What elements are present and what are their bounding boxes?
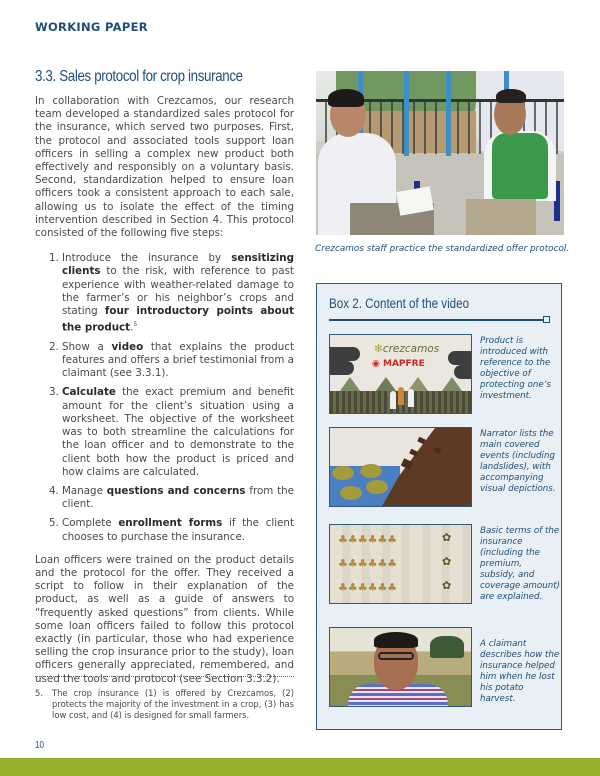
step-item: 4. Manage questions and concerns from the client.: [49, 484, 294, 511]
running-header: WORKING PAPER: [35, 20, 148, 34]
footnote-divider: [35, 676, 294, 677]
step-item: 1. Introduce the insurance by sensitizing clients to the risk, with reference to past experience with weather-related damage to the farmer’s or his neighbor’s crops and stating four introductory points about the product.$^5$: [49, 252, 294, 334]
footer-band: [0, 758, 600, 776]
box-video-content: [316, 283, 562, 730]
box-title: Box 2. Content of the video: [329, 296, 470, 311]
footnote: 5. The crop insurance (1) is offered by Crezcamos, (2) protects the majority of the investment in a crop, (3) has low cost, and (4) is designed for small farmers.: [35, 688, 294, 721]
video-item: [329, 524, 561, 614]
video-item: [329, 427, 555, 517]
video-thumbnail-plants: ♣♣♣♣♣♣ ✿ ♣♣♣♣♣♣ ✿ ♣♣♣♣♣♣ ✿: [329, 524, 472, 604]
closing-paragraph: Loan officers were trained on the product details and the protocol for the offer. They received a script to follow in their explanation of the product, as well as a guide of answers to “frequently asked questions” from clients. While some loan officers failed to follow this protocol exactly (in particular, those who had experience selling the crop insurance prior to the study), loan officers generally appreciated, remembered, and used the tools and protocol (see Section 3.3.2).: [35, 553, 294, 685]
video-item: [329, 627, 560, 717]
video-thumbnail-logos: [329, 334, 472, 414]
box-title-rule: [329, 319, 544, 321]
intro-paragraph: In collaboration with Crezcamos, our research team developed a standardized sales protocol for the insurance, which served two purposes. First, the protocol and associated tools support loan officers in selling a complex new product both effectively and responsibly on a voluntary basis. Second, standardization helped to ensure loan officers took a consistent approach to each sale, allowing us to isolate the effect of the timing intervention described in Section 4. This protocol consisted of the following five steps:: [35, 95, 294, 240]
steps-list: [35, 252, 294, 543]
footnote-ref[interactable]: 5: [133, 321, 138, 329]
video-item-description: Product is introduced with reference to the objective of protecting one’s investment.: [480, 336, 551, 401]
step-item: 2. Show a video that explains the product features and offers a brief testimonial from a claimant (see 3.3.1).: [49, 340, 294, 380]
video-item-description: Narrator lists the main covered events (including landslides), with accompanying visual depictions.: [480, 429, 556, 494]
step-item: 3. Calculate the exact premium and benefit amount for the client’s situation using a worksheet. The objective of the worksheet was to both streamline the calculations for the loan officer and to demonstrate to the client both how the product is priced and how claims are calculated.: [49, 386, 294, 478]
video-thumbnail-landslide: [329, 427, 472, 507]
staff-practice-photo: [316, 71, 564, 235]
step-item: 5. Complete enrollment forms if the client chooses to purchase the insurance.: [49, 517, 294, 543]
video-item-description: Basic terms of the insurance (including the premium, subsidy, and coverage amount) are explained.: [480, 526, 561, 602]
main-text-column: [35, 95, 294, 686]
video-item: [329, 334, 555, 424]
video-thumbnail-claimant: [329, 627, 472, 707]
mapfre-logo: ◉ MAPFRE: [372, 359, 425, 369]
page-number: 10: [35, 740, 44, 751]
box-rule-end-marker: [543, 316, 550, 323]
section-title: 3.3. Sales protocol for crop insurance: [35, 68, 243, 85]
crezcamos-logo: ✻crezcamos: [374, 343, 440, 355]
photo-caption: Crezcamos staff practice the standardized offer protocol.: [315, 244, 570, 254]
video-item-description: A claimant describes how the insurance helped him when he lost his potato harvest.: [480, 639, 560, 704]
